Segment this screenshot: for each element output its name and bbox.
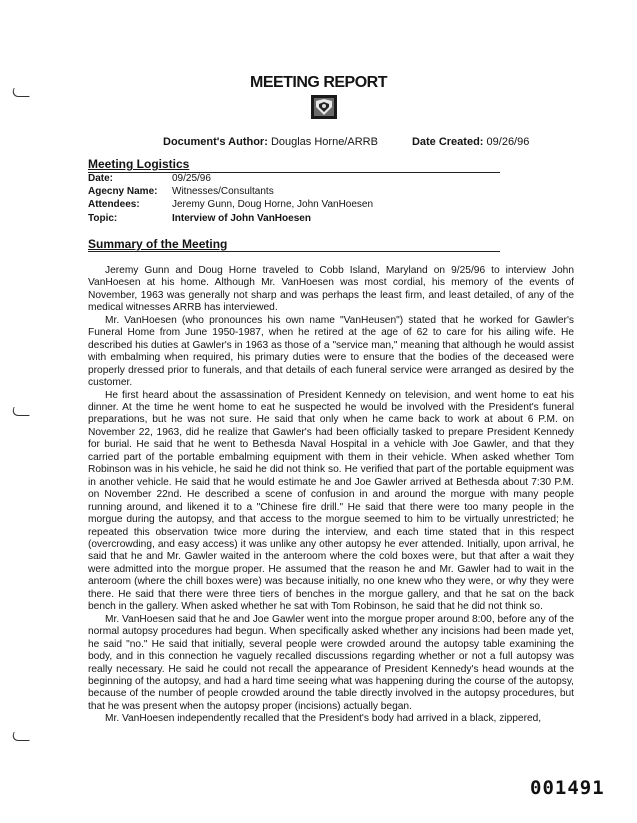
logistics-table <box>88 172 373 225</box>
scan-margin-mark <box>10 407 32 416</box>
logistics-value: Witnesses/Consultants <box>172 186 274 198</box>
document-info-line <box>163 136 529 148</box>
arrb-seal-icon <box>311 95 337 119</box>
logistics-label: Agecny Name: <box>88 186 158 198</box>
date-created-value: 09/26/96 <box>486 136 530 148</box>
summary-body <box>88 265 574 726</box>
logistics-row-attendees <box>88 198 373 211</box>
summary-paragraph: Jeremy Gunn and Doug Horne traveled to Cobb Island, Maryland on 9/25/96 to interview John VanHoesen at his home. Although Mr. VanHoesen was most cordial, his memory of the events of November, 1963 was generally not sharp and was perhaps the least firm, and least detailed, of any of the medical witnesses ARRB has interviewed. <box>88 265 574 314</box>
summary-paragraph: Mr. VanHoesen said that he and Joe Gawler went into the morgue proper around 8:00, before any of the normal autopsy procedures had begun. When specifically asked whether any incisions had been made yet, he said "no." He said that initially, several people were crowded around the autopsy table examining the body, and in this connection he vaguely recalled discussions regarding whether or not a full autopsy was really necessary. He said he could not recall the appearance of President Kennedy's head wounds at the beginning of the autopsy, and had a hard time seeing what was happening during the course of the autopsy, because of the number of people crowded around the table directly involved in the autopsy procedures, but that he was present when the autopsy proper (incisions) actually began. <box>88 613 574 712</box>
logistics-label: Date: <box>88 173 114 184</box>
summary-paragraph: He first heard about the assassination of President Kennedy on television, and went home to eat his dinner. At the time he went home to eat he suspected he would be involved with the President's funeral preparations, but he was not sure. He said that only when he came back to work at about 6 P.M. on November 22, 1963, did he realize that Gawler's had been officially tasked to prepare President Kennedy for burial. He said that he went to Bethesda Naval Hospital in a vehicle with Joe Gawler, and that they carried part of the portable embalming equipment with them in their vehicle. When asked whether Tom Robinson was in his vehicle, he said he did not think so. He verified that part of the portable equipment was in another vehicle. He said that he would estimate he and Joe Gawler arrived at Bethesda about 7:30 P.M. on November 22nd. He described a scene of confusion in and around the morgue with many people running around, and likened it to a "Chinese fire drill." He said that there were too many people in the morgue during the autopsy, and that access to the morgue seemed to him to be virtually unrestricted; he repeated this observation twice more during the interview, and each time stated that in this respect (overcrowding, and easy access) it was unlike any other autopsy he ever attended. Initially, upon arrival, he said that he and Mr. Gawler waited in the anteroom where the cold boxes were, but that after a wait they were admitted into the morgue proper. He assumed that the reason he and Mr. Gawler had to wait in the anteroom (where the chill boxes were) was because initially, no one knew who they were, or why they were there. He said that there were three tiers of benches in the morgue gallery, and that he sat on the back bench in the gallery. When asked whether he sat with Tom Robinson, he said that he did not think so. <box>88 389 574 613</box>
logistics-label: Topic: <box>88 212 118 224</box>
summary-rule <box>88 251 500 252</box>
logistics-row-topic <box>88 212 373 225</box>
logistics-row-agency <box>88 185 373 198</box>
summary-heading: Summary of the Meeting <box>88 237 228 251</box>
author-label: Document's Author: <box>163 136 268 148</box>
logistics-value: Jeremy Gunn, Doug Horne, John VanHoesen <box>172 199 374 211</box>
summary-paragraph: Mr. VanHoesen independently recalled that the President's body had arrived in a black, zippered, <box>105 713 542 725</box>
logistics-value: Interview of John VanHoesen <box>172 212 311 224</box>
logistics-heading: Meeting Logistics <box>88 157 190 171</box>
scan-margin-mark <box>10 732 32 741</box>
summary-paragraph: Mr. VanHoesen (who pronounces his own name "VanHeusen") stated that he worked for Gawler's Funeral Home from June 1950-1987, when he retired at the age of 62 to care for his ailing wife. He described his duties at Gawler's in 1963 as those of a "service man," meaning that although he would assist with embalming when required, his primary duties were to ensure that the bodies of the deceased were properly dressed prior to funerals, and that details of each funeral service were arranged as desired by the customer. <box>88 314 574 389</box>
author-value: Douglas Horne/ARRB <box>270 136 378 148</box>
report-title: MEETING REPORT <box>249 74 387 91</box>
document-stamp-number: 001491 <box>530 777 605 799</box>
date-created-label: Date Created: <box>411 136 484 148</box>
logistics-row-date <box>88 172 373 185</box>
logistics-label: Attendees: <box>88 199 140 211</box>
logistics-value: 09/25/96 <box>172 173 211 184</box>
